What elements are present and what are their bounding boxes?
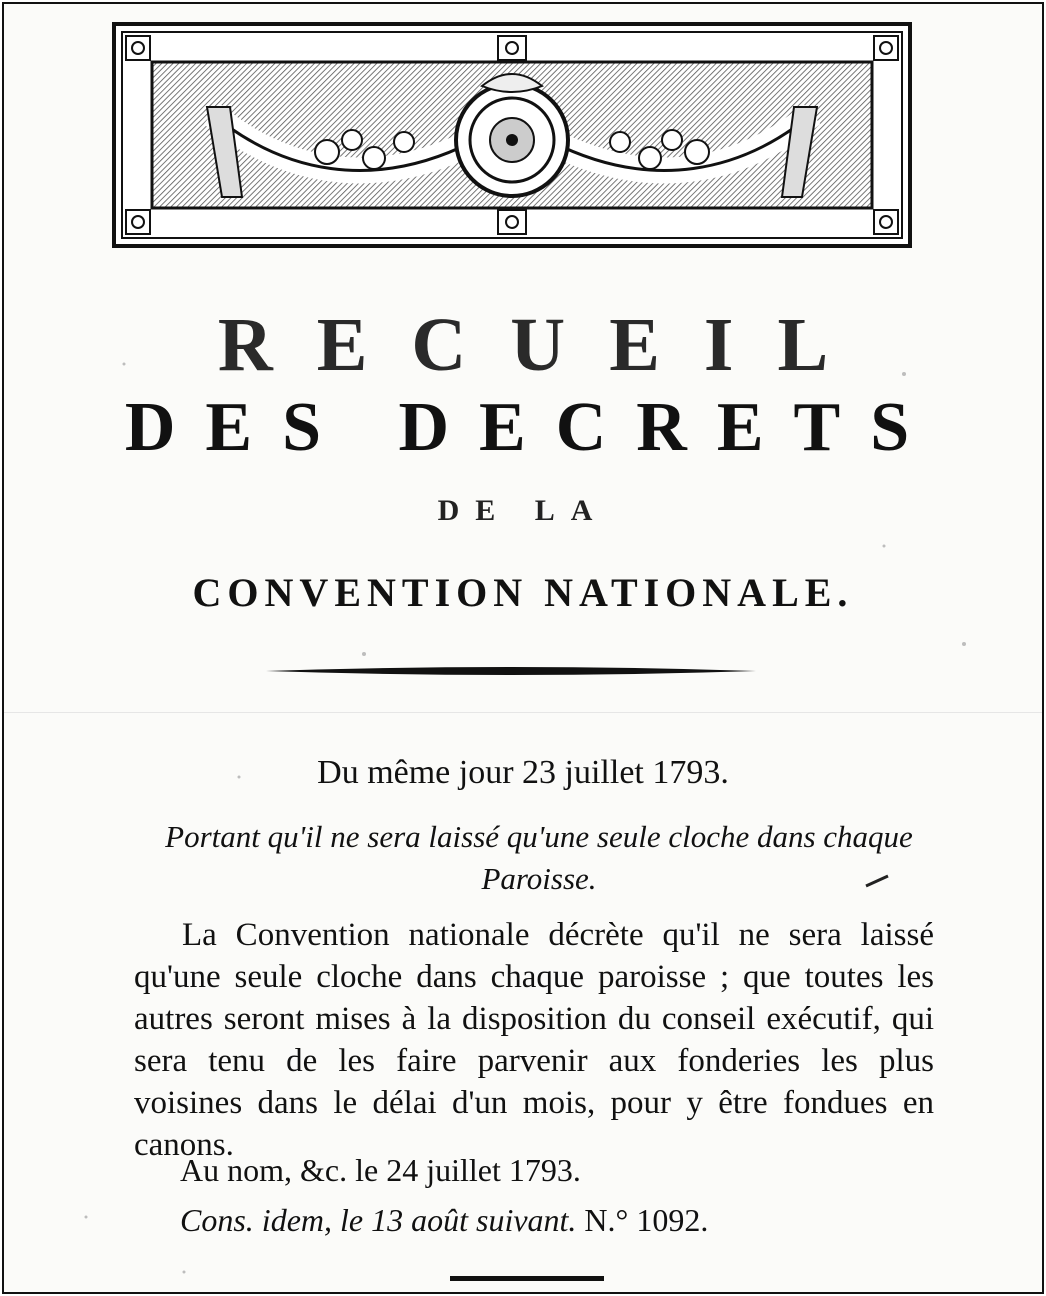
consignment-line (180, 1202, 708, 1239)
title-des-decrets: DES DECRETS (124, 389, 940, 466)
title-de-la: DE LA (437, 494, 609, 527)
decorative-rule (266, 665, 756, 677)
decree-body-paragraph: La Convention nationale décrète qu'il ne sera laissé qu'une seule cloche dans chaque paroisse ; que toutes les autres seront mises à la disposition du conseil exécutif, qui sera tenu de les faire parvenir aux fonderies les plus voisines dans le délai d'un mois, pour y être fondues en canons. (134, 917, 934, 1163)
signature-line: Au nom, &c. le 24 juillet 1793. (180, 1152, 581, 1188)
ornamental-vignette (112, 22, 912, 248)
consignment-number: N.° 1092. (584, 1202, 709, 1238)
consignment-date: le 13 août suivant. (340, 1202, 577, 1238)
page-seam (4, 712, 1042, 713)
decree-subtitle: Portant qu'il ne sera laissé qu'une seule cloche dans chaque Paroisse. (165, 819, 913, 896)
closing-rule (450, 1276, 604, 1281)
decree-body (134, 914, 934, 1166)
consignment-prefix: Cons. idem, (180, 1202, 332, 1238)
document-page (2, 2, 1044, 1294)
title-convention-nationale: CONVENTION NATIONALE. (192, 570, 854, 615)
title-recueil: RECUEIL (217, 303, 873, 387)
decree-date: Du même jour 23 juillet 1793. (317, 754, 729, 791)
